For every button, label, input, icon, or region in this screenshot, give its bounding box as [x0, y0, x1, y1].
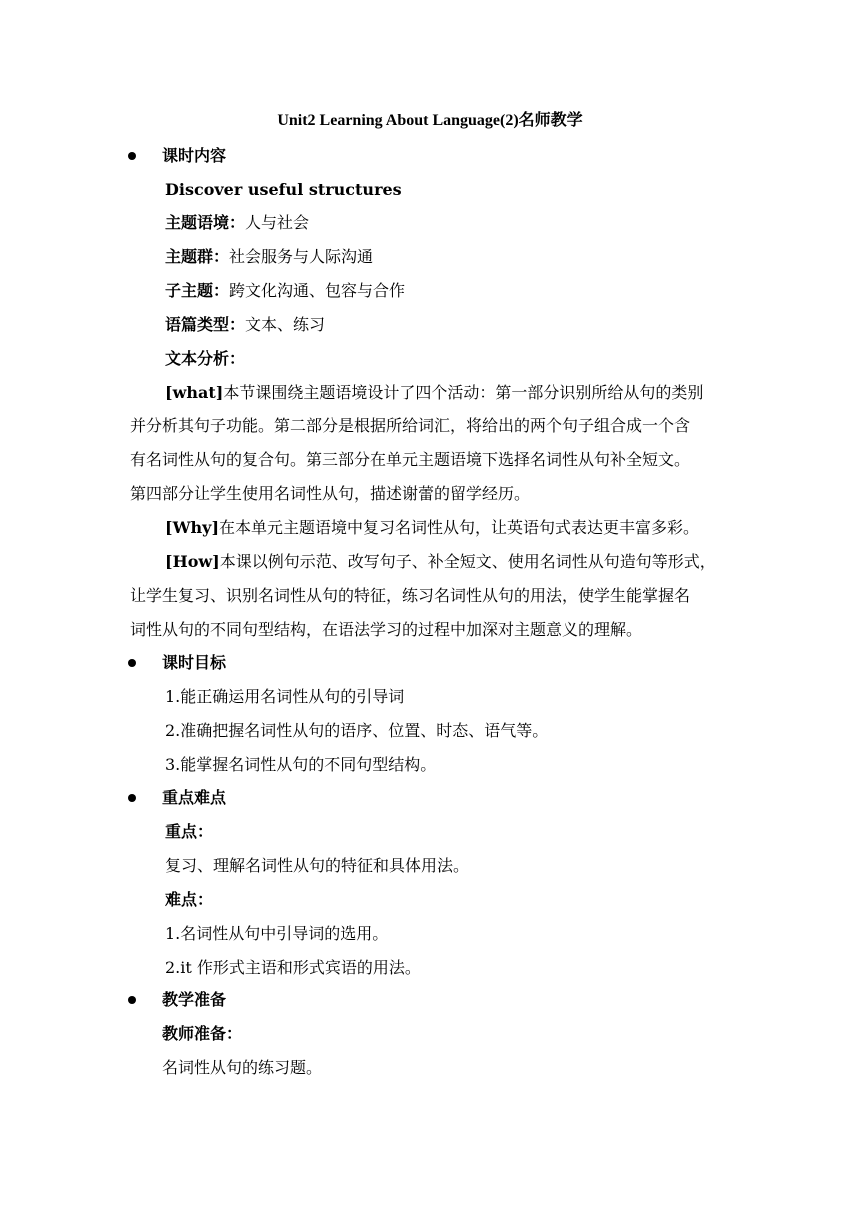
theme-group-line	[165, 246, 860, 268]
objective-text: 3.能掌握名词性从句的不同句型结构。	[165, 755, 437, 774]
subtheme-line	[165, 280, 860, 302]
theme-group-value: 社会服务与人际沟通	[229, 247, 374, 266]
bullet-icon	[128, 152, 136, 160]
difficulty-label-line	[165, 889, 860, 911]
how-tag: [How]	[165, 552, 220, 571]
focus-label: 重点：	[165, 822, 214, 841]
difficulty-label: 难点：	[165, 890, 214, 909]
difficulty-item	[165, 957, 860, 979]
how-text-3: 词性从句的不同句型结构，在语法学习的过程中加深对主题意义的理解。	[130, 620, 643, 639]
section-heading-key-points: 重点难点	[162, 788, 227, 807]
theme-context-value: 人与社会	[245, 213, 310, 232]
what-tag: [what]	[165, 383, 224, 402]
theme-context-label: 主题语境：	[165, 213, 246, 232]
document-title: Unit2 Learning About Language(2)名师教学	[277, 112, 583, 129]
how-line-3	[130, 619, 860, 641]
objective-item	[165, 754, 860, 776]
focus-text: 复习、理解名词性从句的特征和具体用法。	[165, 856, 470, 875]
how-line-2	[130, 585, 860, 607]
teacher-prep-text-line	[162, 1057, 860, 1079]
section-heading-lesson-content: 课时内容	[162, 146, 227, 165]
what-text-3: 有名词性从句的复合句。第三部分在单元主题语境下选择名词性从句补全短文。	[130, 450, 691, 469]
why-text: 在本单元主题语境中复习名词性从句，让英语句式表达更丰富多彩。	[219, 518, 700, 537]
difficulty-text: 2.it 作形式主语和形式宾语的用法。	[165, 958, 421, 977]
what-text-4: 第四部分让学生使用名词性从句，描述谢蕾的留学经历。	[130, 484, 531, 503]
genre-label: 语篇类型：	[165, 315, 246, 334]
theme-group-label: 主题群：	[165, 247, 230, 266]
why-tag: [Why]	[165, 518, 220, 537]
what-line-1	[165, 382, 860, 404]
discover-line	[165, 179, 860, 201]
theme-context-line	[165, 212, 860, 234]
what-text-2: 并分析其句子功能。第二部分是根据所给词汇，将给出的两个句子组合成一个含	[130, 416, 691, 435]
focus-text-line	[165, 855, 860, 877]
difficulty-item	[165, 923, 860, 945]
bullet-icon	[128, 659, 136, 667]
analysis-label: 文本分析：	[165, 349, 246, 368]
how-text-1: 本课以例句示范、改写句子、补全短文、使用名词性从句造句等形式，	[219, 552, 716, 571]
discover-text: Discover useful structures	[165, 180, 402, 199]
objective-text: 2.准确把握名词性从句的语序、位置、时态、语气等。	[165, 721, 549, 740]
what-line-3	[130, 449, 860, 471]
subtheme-label: 子主题：	[165, 281, 230, 300]
what-text-1: 本节课围绕主题语境设计了四个活动：第一部分识别所给从句的类别	[223, 383, 704, 402]
section-heading-objectives: 课时目标	[162, 653, 227, 672]
what-line-2	[130, 415, 860, 437]
section-heading-preparation: 教学准备	[162, 990, 227, 1009]
what-line-4	[130, 483, 860, 505]
focus-label-line	[165, 821, 860, 843]
genre-line	[165, 314, 860, 336]
how-text-2: 让学生复习、识别名词性从句的特征，练习名词性从句的用法，使学生能掌握名	[130, 586, 691, 605]
difficulty-text: 1.名词性从句中引导词的选用。	[165, 924, 389, 943]
teacher-prep-text: 名词性从句的练习题。	[162, 1058, 323, 1077]
objective-item	[165, 686, 860, 708]
how-line-1	[165, 551, 860, 573]
why-line	[165, 517, 860, 539]
teacher-prep-label: 教师准备：	[162, 1024, 243, 1043]
bullet-icon	[128, 794, 136, 802]
subtheme-value: 跨文化沟通、包容与合作	[229, 281, 406, 300]
objective-text: 1.能正确运用名词性从句的引导词	[165, 687, 405, 706]
teacher-prep-label-line	[162, 1023, 860, 1045]
genre-value: 文本、练习	[245, 315, 326, 334]
bullet-icon	[128, 996, 136, 1004]
objective-item	[165, 720, 860, 742]
analysis-line	[165, 348, 860, 370]
